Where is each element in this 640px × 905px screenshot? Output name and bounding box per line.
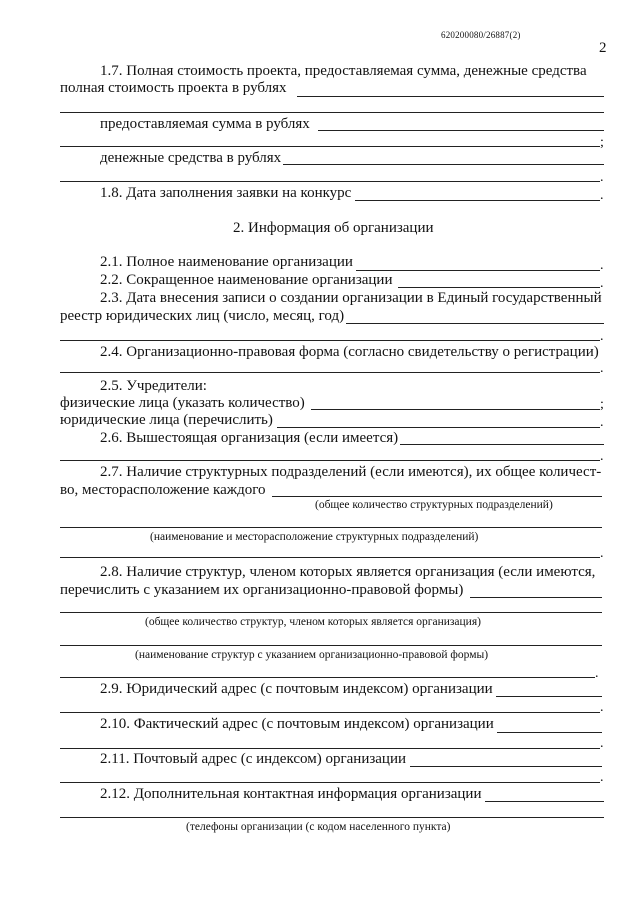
- application-date-field-line[interactable]: [355, 200, 600, 201]
- section-2-3-heading: 2.3. Дата внесения записи о создании организации в Единый государственный: [100, 290, 602, 306]
- requested-sum-field-line-2[interactable]: [60, 146, 600, 147]
- period-1: .: [600, 170, 604, 185]
- period-3: .: [600, 258, 604, 273]
- document-number: 620200080/26887(2): [441, 30, 521, 40]
- subdivisions-label: во, месторасположение каждого: [60, 482, 266, 498]
- period-7: .: [600, 415, 604, 430]
- member-structures-names-field-line-2[interactable]: [60, 677, 595, 678]
- period-10: .: [595, 666, 599, 681]
- member-structures-label: перечислить с указанием их организационно-правовой формы): [60, 582, 464, 598]
- subdivisions-names-field-line[interactable]: [60, 527, 602, 528]
- legal-address-field-line-2[interactable]: [60, 712, 600, 713]
- subdivisions-names-caption: (наименование и месторасположение структурных подразделений): [150, 531, 479, 543]
- full-cost-field-line[interactable]: [297, 96, 604, 97]
- individuals-label: физические лица (указать количество): [60, 395, 305, 411]
- actual-address-field-line-2[interactable]: [60, 748, 600, 749]
- member-structures-field-line[interactable]: [470, 597, 602, 598]
- own-funds-field-line[interactable]: [283, 164, 604, 165]
- period-13: .: [600, 770, 604, 785]
- section-2-11-label: 2.11. Почтовый адрес (с индексом) организации: [100, 751, 407, 767]
- section-1-7-heading: 1.7. Полная стоимость проекта, предоставляемая сумма, денежные средства: [100, 63, 587, 79]
- member-structures-names-field-line[interactable]: [60, 645, 602, 646]
- section-2-title: 2. Информация об организации: [233, 220, 434, 236]
- individuals-field-line[interactable]: [311, 409, 600, 410]
- section-2-9-label: 2.9. Юридический адрес (с почтовым индексом) организации: [100, 681, 493, 697]
- full-cost-label: полная стоимость проекта в рублях: [60, 80, 287, 96]
- registry-date-field-line-2[interactable]: [60, 340, 600, 341]
- requested-sum-field-line[interactable]: [318, 130, 604, 131]
- contact-phones-caption: (телефоны организации (с кодом населенного пункта): [186, 821, 451, 833]
- section-2-6-label: 2.6. Вышестоящая организация (если имеется): [100, 430, 399, 446]
- member-structures-count-caption: (общее количество структур, членом которых является организация): [145, 616, 481, 628]
- parent-org-field-line-2[interactable]: [60, 460, 600, 461]
- page-number: 2: [599, 40, 607, 56]
- section-2-10-label: 2.10. Фактический адрес (с почтовым индексом) организации: [100, 716, 494, 732]
- section-2-2-label: 2.2. Сокращенное наименование организации: [100, 272, 393, 288]
- period-9: .: [600, 546, 604, 561]
- legal-entities-field-line[interactable]: [277, 427, 600, 428]
- subdivisions-count-caption: (общее количество структурных подразделений): [315, 499, 553, 511]
- subdivisions-count-field-line[interactable]: [272, 496, 602, 497]
- legal-form-field-line[interactable]: [60, 372, 600, 373]
- period-2: .: [600, 188, 604, 203]
- actual-address-field-line[interactable]: [497, 732, 602, 733]
- member-structures-names-caption: (наименование структур с указанием организационно-правовой формы): [135, 649, 489, 661]
- period-4: .: [600, 276, 604, 291]
- period-12: .: [600, 736, 604, 751]
- full-cost-field-line-2[interactable]: [60, 112, 604, 113]
- short-name-field-line[interactable]: [398, 287, 600, 288]
- requested-sum-label: предоставляемая сумма в рублях: [100, 116, 310, 132]
- own-funds-field-line-2[interactable]: [60, 181, 600, 182]
- section-1-8-label: 1.8. Дата заполнения заявки на конкурс: [100, 185, 352, 201]
- section-2-1-label: 2.1. Полное наименование организации: [100, 254, 353, 270]
- period-11: .: [600, 700, 604, 715]
- section-2-7-heading: 2.7. Наличие структурных подразделений (если имеются), их общее количест-: [100, 464, 602, 480]
- parent-org-field-line[interactable]: [400, 444, 604, 445]
- section-2-8-heading: 2.8. Наличие структур, членом которых является организация (если имеются,: [100, 564, 596, 580]
- period-6: .: [600, 361, 604, 376]
- legal-address-field-line[interactable]: [496, 696, 602, 697]
- period-8: .: [600, 449, 604, 464]
- registry-date-field-line[interactable]: [346, 323, 604, 324]
- section-2-5-title: 2.5. Учредители:: [100, 378, 207, 394]
- member-structures-count-field-line[interactable]: [60, 612, 602, 613]
- postal-address-field-line[interactable]: [410, 766, 602, 767]
- section-2-4-label: 2.4. Организационно-правовая форма (согласно свидетельству о регистрации): [100, 344, 599, 360]
- subdivisions-names-field-line-2[interactable]: [60, 557, 600, 558]
- semicolon-2: ;: [600, 397, 604, 412]
- contact-info-field-line[interactable]: [485, 801, 604, 802]
- full-name-field-line[interactable]: [356, 270, 600, 271]
- period-5: .: [600, 329, 604, 344]
- legal-entities-label: юридические лица (перечислить): [60, 412, 273, 428]
- registry-date-label: реестр юридических лиц (число, месяц, год): [60, 308, 345, 324]
- semicolon-1: ;: [600, 135, 604, 150]
- own-funds-label: денежные средства в рублях: [100, 150, 282, 166]
- section-2-12-label: 2.12. Дополнительная контактная информация организации: [100, 786, 482, 802]
- postal-address-field-line-2[interactable]: [60, 782, 600, 783]
- contact-phones-field-line[interactable]: [60, 817, 604, 818]
